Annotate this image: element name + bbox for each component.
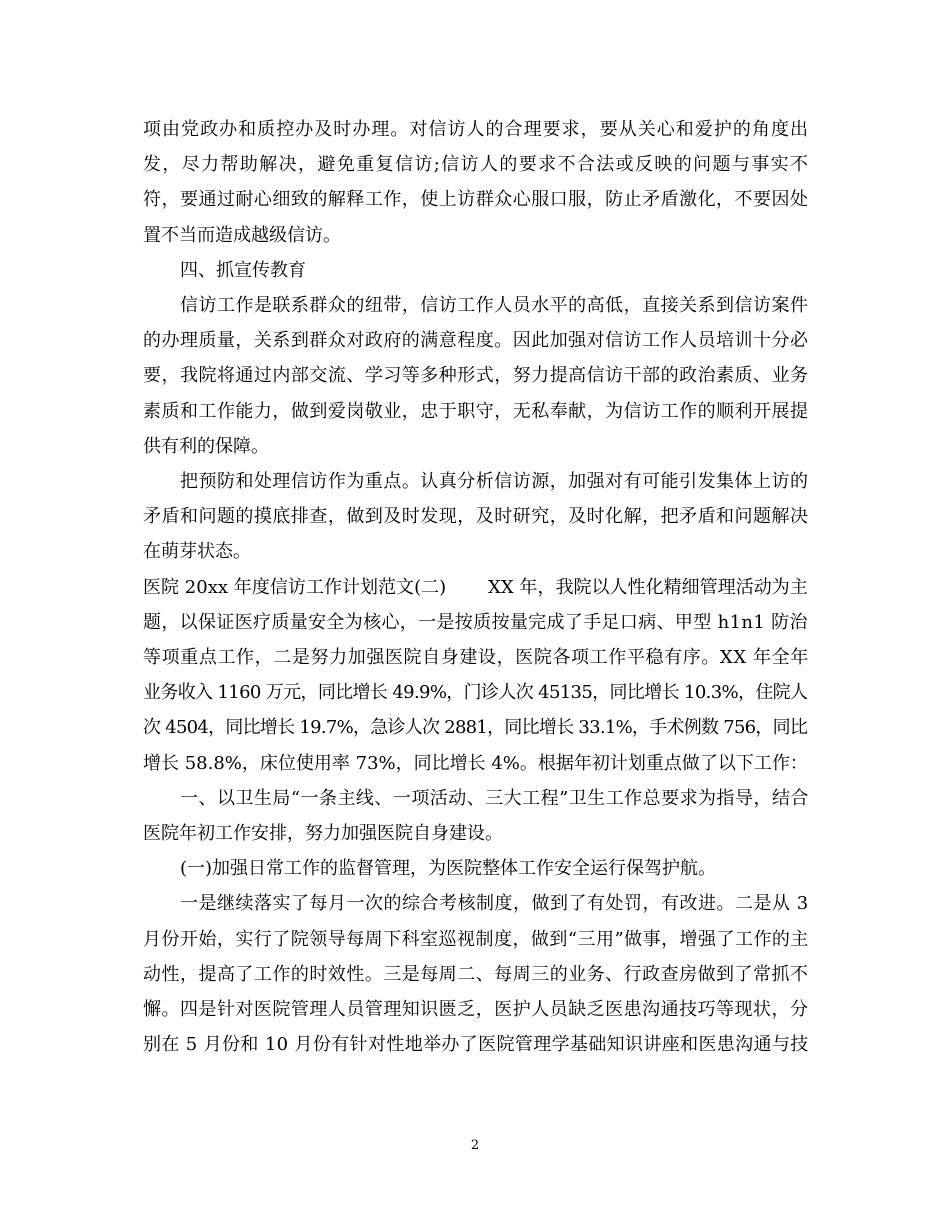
text-line: 动性，提高了工作的时效性。三是每周二、每周三的业务、行政查房做到了常抓不 bbox=[143, 964, 809, 985]
text-line: 四、抓宣传教育 bbox=[180, 260, 306, 281]
text-line: 发，尽力帮助解决，避免重复信访;信访人的要求不合法或反映的问题与事实不 bbox=[143, 154, 810, 175]
text-line: 在萌芽状态。 bbox=[143, 541, 251, 562]
page-number: 2 bbox=[470, 1138, 480, 1153]
text-line: 项由党政办和质控办及时办理。对信访人的合理要求，要从关心和爱护的角度出 bbox=[143, 119, 810, 140]
text-line: 符，要通过耐心细致的解释工作，使上访群众心服口服，防止矛盾激化，不要因处 bbox=[143, 189, 809, 210]
text-line: 矛盾和问题的摸底排查，做到及时发现，及时研究，及时化解，把矛盾和问题解决 bbox=[143, 506, 809, 527]
text-line: 的办理质量，关系到群众对政府的满意程度。因此加强对信访工作人员培训十分必 bbox=[143, 330, 809, 351]
text-line: 要，我院将通过内部交流、学习等多种形式，努力提高信访干部的政治素质、业务 bbox=[143, 365, 809, 386]
text-line: 一、以卫生局“一条主线、一项活动、三大工程”卫生工作总要求为指导，结合 bbox=[180, 788, 809, 809]
text-line: 懈。四是针对医院管理人员管理知识匮乏，医护人员缺乏医患沟通技巧等现状，分 bbox=[143, 999, 809, 1020]
text-line: 供有利的保障。 bbox=[143, 436, 269, 457]
text-line: 把预防和处理信访作为重点。认真分析信访源，加强对有可能引发集体上访的 bbox=[180, 471, 809, 492]
text-line: 业务收入 1160 万元，同比增长 49.9%，门诊人次 45135，同比增长 10.3%，住院人 bbox=[143, 682, 808, 703]
text-line: 题，以保证医疗质量安全为核心，一是按质按量完成了手足口病、甲型 h1n1 防治 bbox=[143, 612, 808, 633]
text-line: 素质和工作能力，做到爱岗敬业，忠于职守，无私奉献，为信访工作的顺利开展提 bbox=[143, 401, 809, 422]
text-line: 增长 58.8%，床位使用率 73%，同比增长 4%。根据年初计划重点做了以下工作： bbox=[143, 753, 808, 774]
text-line: 医院 20xx 年度信访工作计划范文(二) XX 年，我院以人性化精细管理活动为主 bbox=[143, 577, 808, 598]
text-line: 医院年初工作安排，努力加强医院自身建设。 bbox=[143, 823, 503, 844]
text-line: 月份开始，实行了院领导每周下科室巡视制度，做到“三用”做事，增强了工作的主 bbox=[143, 929, 809, 950]
text-line: (一)加强日常工作的监督管理，为医院整体工作安全运行保驾护航。 bbox=[180, 858, 717, 879]
text-line: 置不当而造成越级信访。 bbox=[143, 225, 341, 246]
text-line: 信访工作是联系群众的纽带，信访工作人员水平的高低，直接关系到信访案件 bbox=[180, 295, 809, 316]
text-line: 一是继续落实了每月一次的综合考核制度，做到了有处罚，有改进。二是从 3 bbox=[180, 893, 809, 914]
text-line: 次 4504，同比增长 19.7%，急诊人次 2881，同比增长 33.1%，手术例数 756，同比 bbox=[143, 717, 808, 738]
text-line: 别在 5 月份和 10 月份有针对性地举办了医院管理学基础知识讲座和医患沟通与技 bbox=[143, 1034, 809, 1055]
text-line: 等项重点工作，二是努力加强医院自身建设，医院各项工作平稳有序。XX 年全年 bbox=[143, 647, 809, 668]
